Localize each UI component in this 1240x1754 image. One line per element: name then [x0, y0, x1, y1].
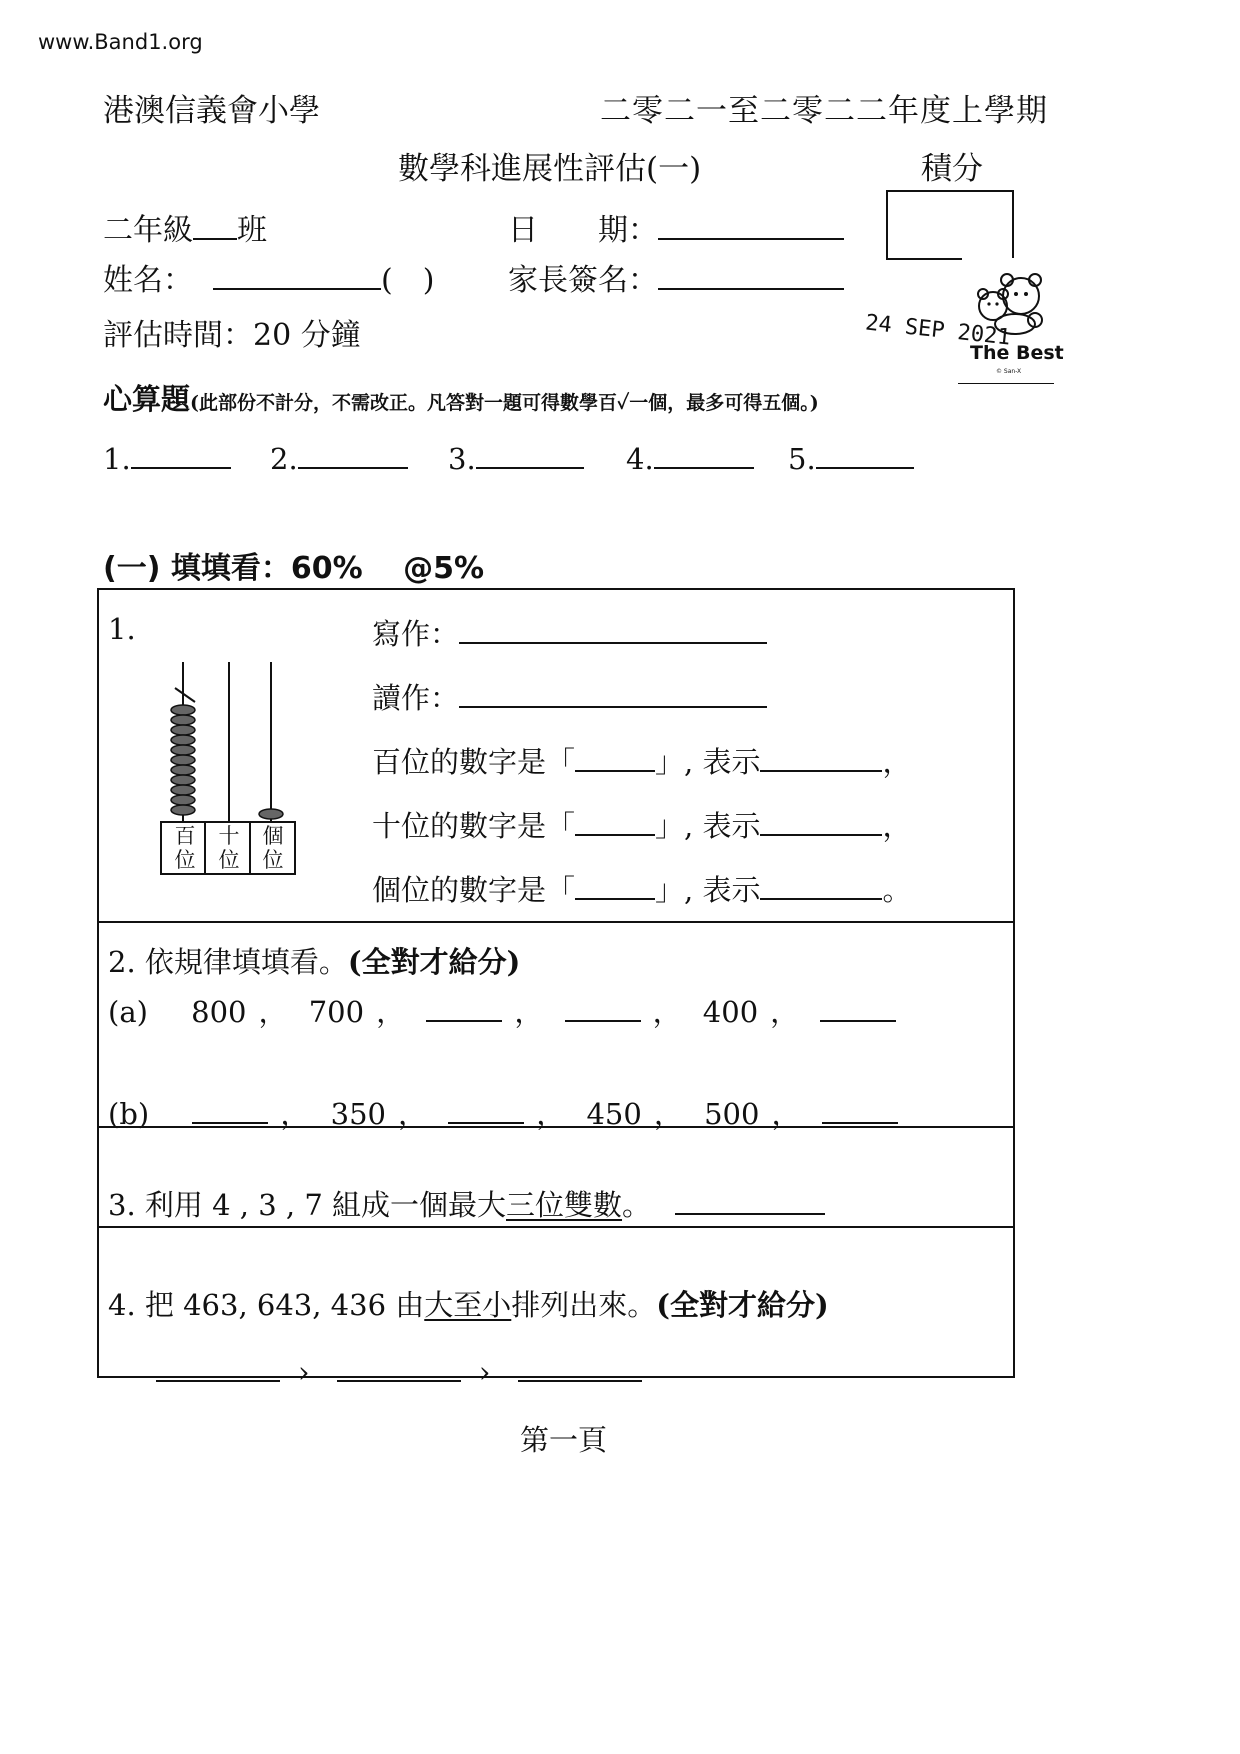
mental-answer-5[interactable]: 5.	[788, 442, 914, 476]
date-label: 日 期：	[508, 213, 658, 248]
section-heading: (一) 填填看：60% @5%	[103, 551, 485, 586]
q2b-row[interactable]: (b) ， 350 ， ， 450 ， 500 ，	[108, 1092, 898, 1133]
class-label: 二年級	[103, 213, 193, 248]
parent-sign-field[interactable]	[508, 255, 844, 299]
time-label: 評估時間：20 分鐘	[103, 318, 361, 353]
q4-title: 4. 把 463, 643, 436 由大至小排列出來。(全對才給分)	[108, 1288, 829, 1322]
page-number: 第一頁	[520, 1423, 608, 1457]
score-box[interactable]	[886, 190, 1014, 258]
sticker-brand: The Best	[970, 342, 1064, 364]
q4-answer-row[interactable]: › ›	[156, 1355, 642, 1389]
hundreds-value-blank[interactable]	[760, 769, 882, 772]
q2-title: 2. 依規律填填看。(全對才給分)	[108, 945, 521, 979]
ones-row[interactable]: 個位的數字是「 」, 表示 。	[372, 873, 912, 907]
class-blank[interactable]	[193, 237, 237, 240]
divider-3	[97, 1226, 1015, 1228]
mental-title: 心算題	[103, 382, 191, 416]
name-label: 姓名：	[103, 263, 193, 298]
mental-heading	[103, 377, 819, 418]
q2a-blank-2[interactable]	[565, 1019, 641, 1022]
mental-answer-4[interactable]: 4.	[626, 442, 754, 476]
q3-answer-blank[interactable]	[675, 1212, 825, 1215]
abacus-label-tens: 十 位	[218, 824, 240, 872]
date-stamp: 24 SEP 2021	[864, 310, 1012, 351]
class-field[interactable]	[103, 205, 267, 249]
ones-value-blank[interactable]	[760, 897, 882, 900]
write-field[interactable]: 寫作：	[372, 612, 767, 653]
q4-blank-2[interactable]	[337, 1379, 461, 1382]
q2a-blank-1[interactable]	[426, 1019, 502, 1022]
term: 二零二一至二零二二年度上學期	[600, 93, 1048, 129]
date-field[interactable]	[508, 205, 844, 249]
mental-answer-3[interactable]: 3.	[448, 442, 584, 476]
q2b-blank-2[interactable]	[448, 1121, 524, 1124]
name-field[interactable]	[103, 255, 434, 299]
sticker-line	[958, 383, 1054, 384]
name-blank[interactable]	[213, 287, 381, 290]
class-number-parens: ( )	[381, 263, 435, 298]
mental-note: (此部份不計分，不需改正。凡答對一題可得數學百✓一個，最多可得五個。)	[190, 392, 819, 414]
read-field[interactable]: 讀作：	[372, 676, 767, 717]
tens-digit-blank[interactable]	[575, 833, 655, 836]
score-label: 積分	[921, 151, 983, 187]
q4-blank-1[interactable]	[156, 1379, 280, 1382]
q4-blank-3[interactable]	[518, 1379, 642, 1382]
class-suffix: 班	[237, 213, 267, 248]
tens-value-blank[interactable]	[760, 833, 882, 836]
abacus-label-hundreds: 百 位	[174, 824, 196, 872]
q2a-row[interactable]: (a) 800 ， 700 ， ， ， 400 ，	[108, 990, 896, 1031]
q2b-blank-3[interactable]	[822, 1121, 898, 1124]
ones-digit-blank[interactable]	[575, 897, 655, 900]
abacus-label-ones: 個 位	[262, 824, 284, 872]
tens-row[interactable]: 十位的數字是「 」, 表示 ，	[372, 809, 912, 843]
date-blank[interactable]	[658, 237, 844, 240]
q2b-blank-1[interactable]	[192, 1121, 268, 1124]
page-title: 數學科進展性評估(一)	[398, 151, 702, 187]
bear-sticker-icon	[965, 268, 1055, 340]
hundreds-row[interactable]: 百位的數字是「 」, 表示 ，	[372, 745, 912, 779]
divider-1	[97, 921, 1015, 923]
watermark: www.Band1.org	[38, 30, 203, 54]
q1-number: 1.	[108, 612, 136, 646]
parent-sign-blank[interactable]	[658, 287, 844, 290]
q2a-blank-3[interactable]	[820, 1019, 896, 1022]
parent-sign-label: 家長簽名：	[508, 263, 658, 298]
read-blank[interactable]	[459, 705, 767, 708]
school-name: 港澳信義會小學	[103, 93, 320, 129]
mental-answer-1[interactable]: 1.	[103, 442, 231, 476]
mental-answer-2[interactable]: 2.	[270, 442, 408, 476]
sticker-copyright: © San-X	[996, 368, 1022, 375]
score-box-bottom	[886, 258, 962, 260]
hundreds-digit-blank[interactable]	[575, 769, 655, 772]
q3-row[interactable]: 3. 利用 4 , 3 , 7 組成一個最大三位雙數。	[108, 1183, 825, 1224]
write-blank[interactable]	[459, 641, 767, 644]
